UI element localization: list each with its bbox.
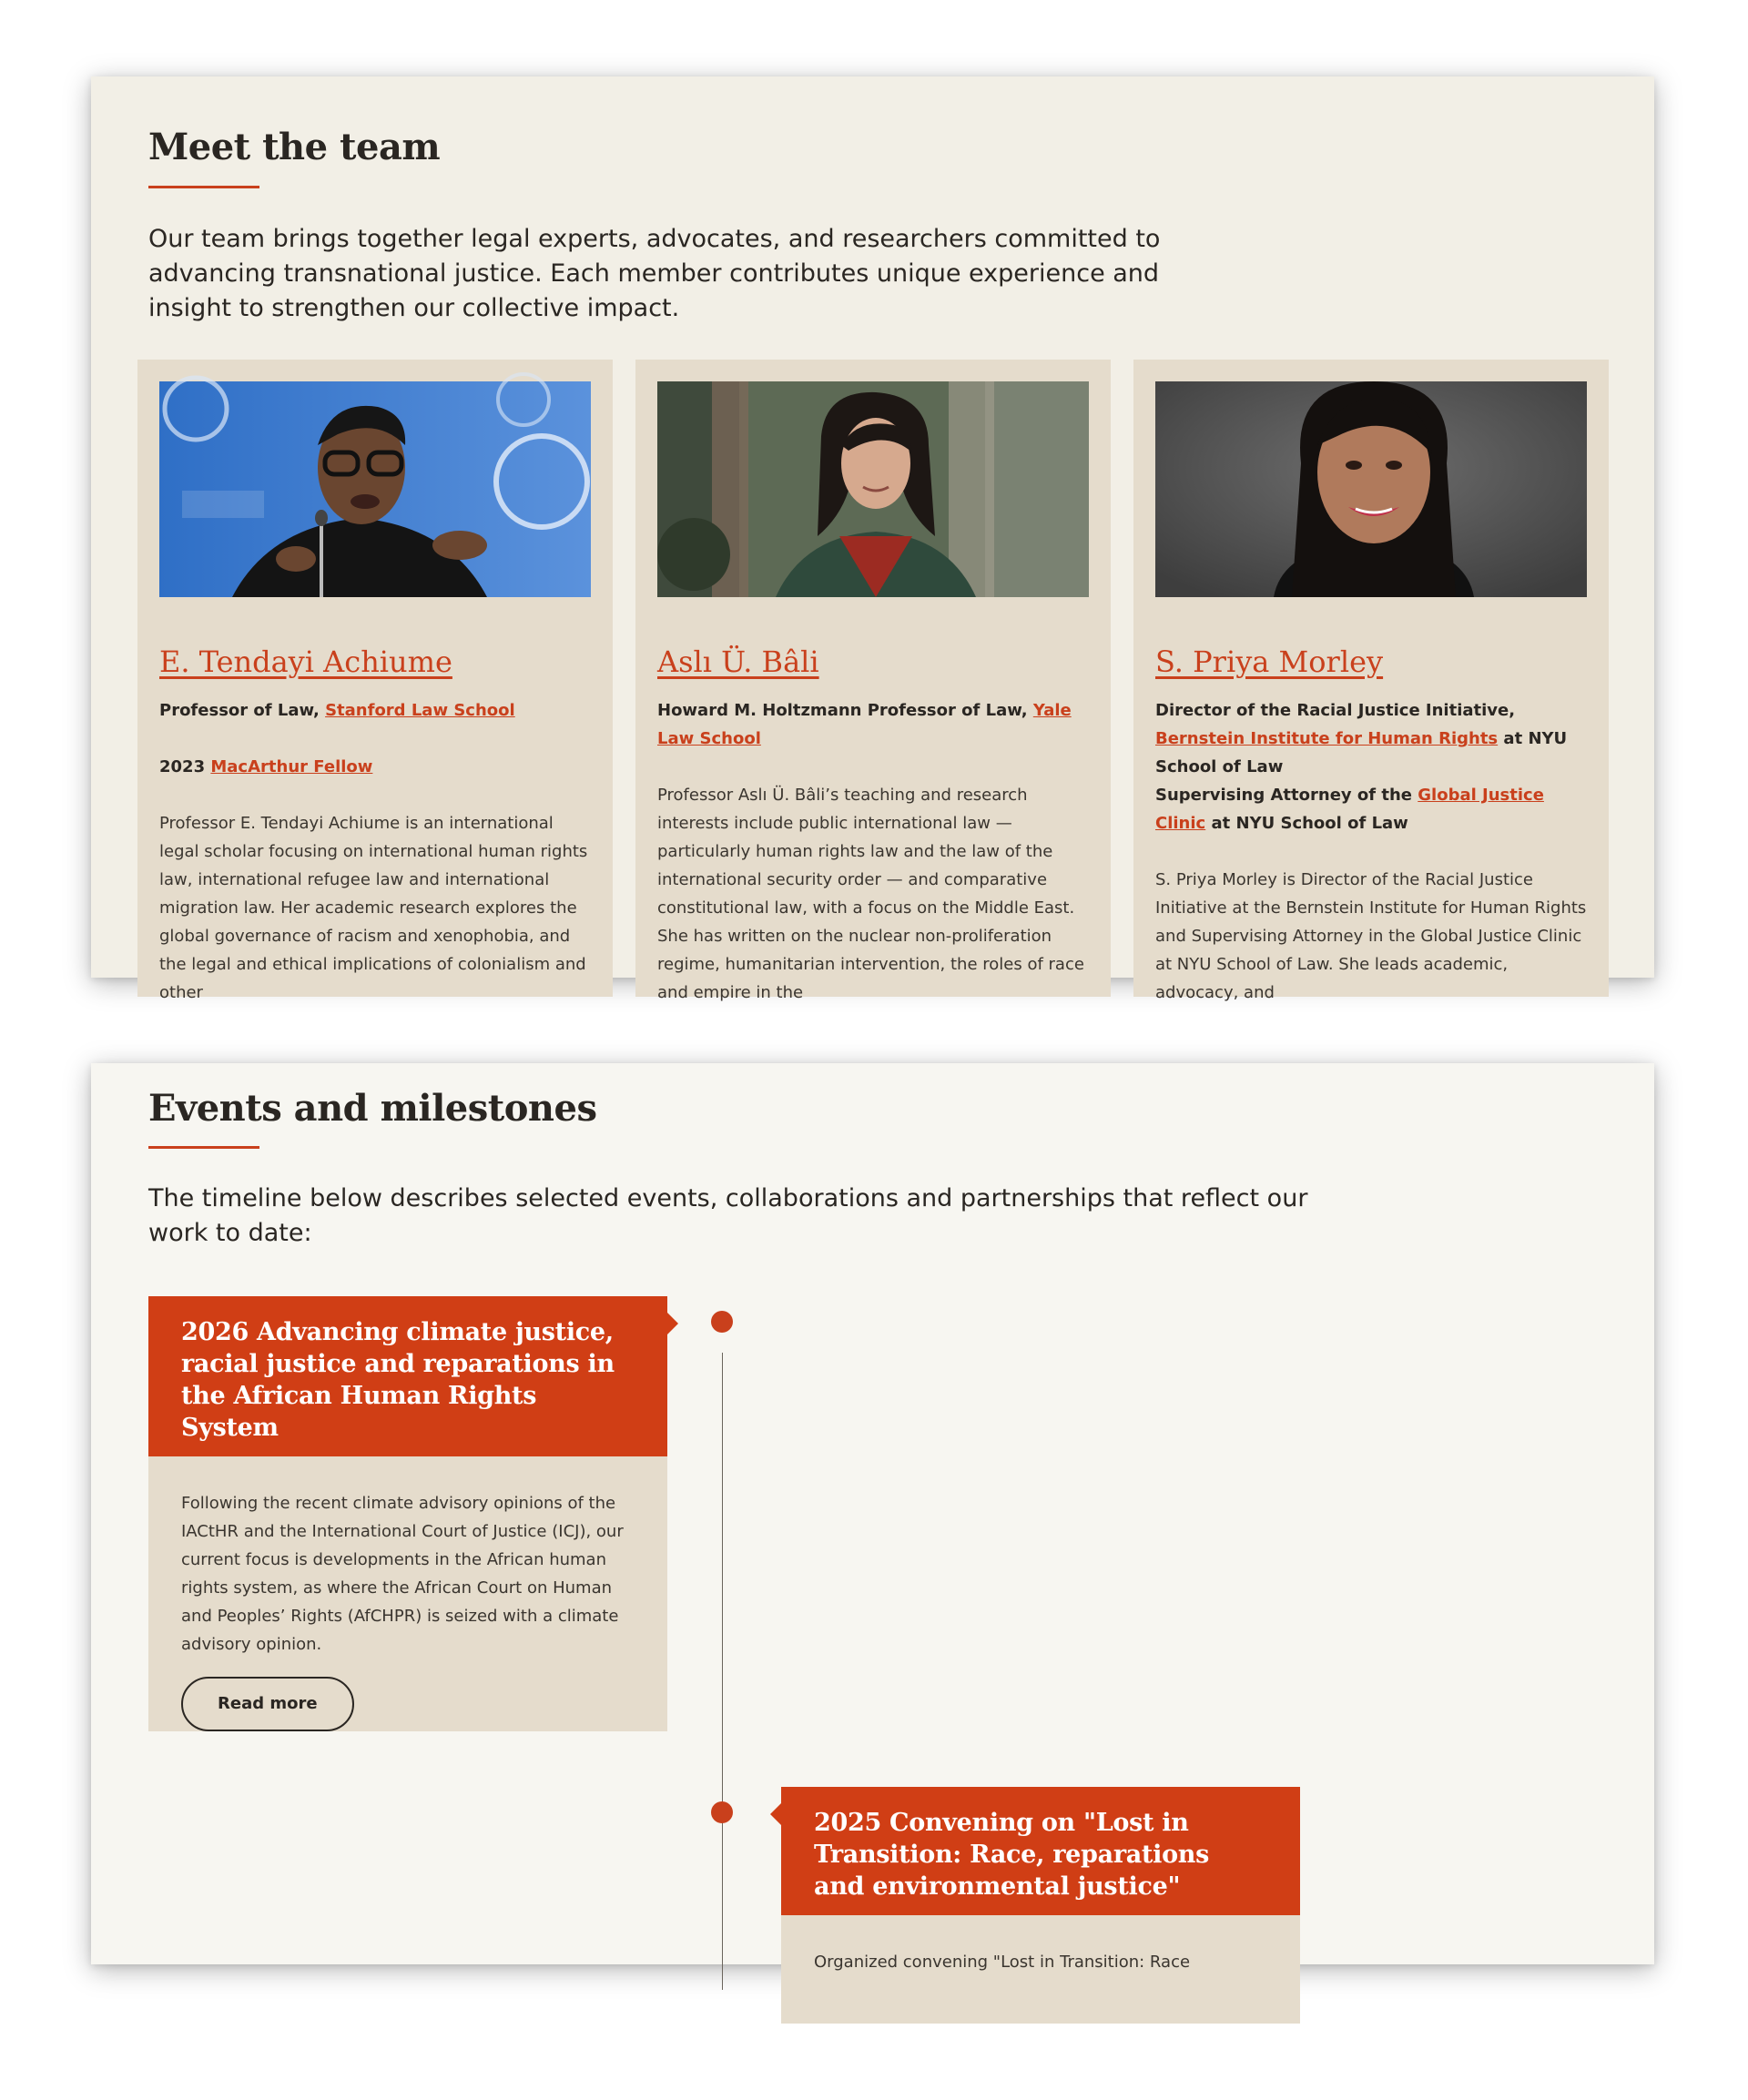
event-header [148,1296,667,1456]
role-text: Professor of Law, [159,701,326,720]
timeline-dot [711,1311,733,1333]
event-header [781,1787,1300,1915]
member-name-link[interactable]: E. Tendayi Achiume [159,644,452,679]
team-intro: Our team brings together legal experts, advocates, and researchers committed to advancing transnational justice. Each member contributes unique experience and insight to strengthen our collective impact. [148,225,1161,322]
photo-morley [1155,381,1587,597]
event-pointer [667,1313,678,1334]
timeline-dot [711,1801,733,1823]
stanford-law-link[interactable]: Stanford Law School [325,701,515,720]
event-description: Following the recent climate advisory opinions of the IACtHR and the International Court of Justice (ICJ), our current focus is developments in the African human rights system, as where the African Court on Human and Peoples’ Rights (AfCHPR) is seized with a climate advisory opinion. [181,1494,624,1654]
member-bio: Professor Aslı Ü. Bâli’s teaching and research interests include public international law — particularly human rights law and the law of the international security order — and comparative constitutional law, with a focus on the Middle East. She has written on the nuclear non-proliferation regime, humanitarian intervention, the roles of race and empire in the [657,786,1084,1002]
events-intro: The timeline below describes selected events, collaborations and partnerships that reflect our work to date: [148,1184,1308,1247]
member-role [1155,696,1587,781]
team-section [91,76,1654,1002]
global-justice-clinic-link[interactable]: Global Justice Clinic [1155,786,1544,833]
member-bio: Professor E. Tendayi Achiume is an international legal scholar focusing on international human rights law, international refugee law and international migration law. Her academic research explores the global governance of racism and xenophobia, and the legal and ethical implications of colonialism and other [159,814,588,1002]
events-heading: Events and milestones [148,1087,597,1130]
role-suffix: at NYU School of Law [1155,729,1568,776]
events-heading-underline [148,1146,259,1149]
role-text: Howard M. Holtzmann Professor of Law, [657,701,1033,720]
team-heading: Meet the team [148,126,441,168]
yale-law-link[interactable]: Yale Law School [657,701,1072,748]
team-card-bali [635,360,1111,1002]
bernstein-institute-link[interactable]: Bernstein Institute for Human Rights [1155,729,1499,748]
event-body [148,1456,667,1764]
member-bio: S. Priya Morley is Director of the Racial Justice Initiative at the Bernstein Institute for Human Rights and Supervising Attorney in the Global Justice Clinic at NYU School of Law. She leads academic, advocacy, and [1155,870,1587,1002]
member-role [657,696,1089,753]
event-description: Organized convening "Lost in Transition: Race [814,1953,1191,1972]
timeline-line [722,1353,723,1990]
portrait-image [1155,381,1587,597]
macarthur-link[interactable]: MacArthur Fellow [210,757,373,776]
events-section [91,1063,1654,1972]
role2-text: Supervising Attorney of the [1155,786,1418,805]
portrait-image [657,381,1089,597]
award-year: 2023 [159,757,211,776]
event-body [781,1915,1300,2009]
photo-achiume [159,381,591,597]
team-card-achiume [137,360,613,1002]
read-more-button[interactable]: Read more [181,1677,354,1731]
member-role [159,696,591,725]
photo-bali [657,381,1089,597]
team-card-morley [1133,360,1609,1002]
event-title: 2025 Convening on "Lost in Transition: Race, reparations and environmental justice" [814,1809,1210,1901]
role-text: Director of the Racial Justice Initiative, [1155,701,1516,720]
timeline-event [148,1296,667,1731]
team-heading-underline [148,186,259,188]
event-pointer [770,1803,781,1825]
member-name-link[interactable]: S. Priya Morley [1155,644,1384,679]
portrait-image [159,381,591,597]
member-role-secondary [1155,781,1587,837]
timeline-event [781,1787,1300,2024]
event-title: 2026 Advancing climate justice, racial justice and reparations in the African Human Rights System [181,1318,615,1442]
member-name-link[interactable]: Aslı Ü. Bâli [657,644,819,679]
member-award [159,753,591,781]
role2-suffix: at NYU School of Law [1205,814,1408,833]
